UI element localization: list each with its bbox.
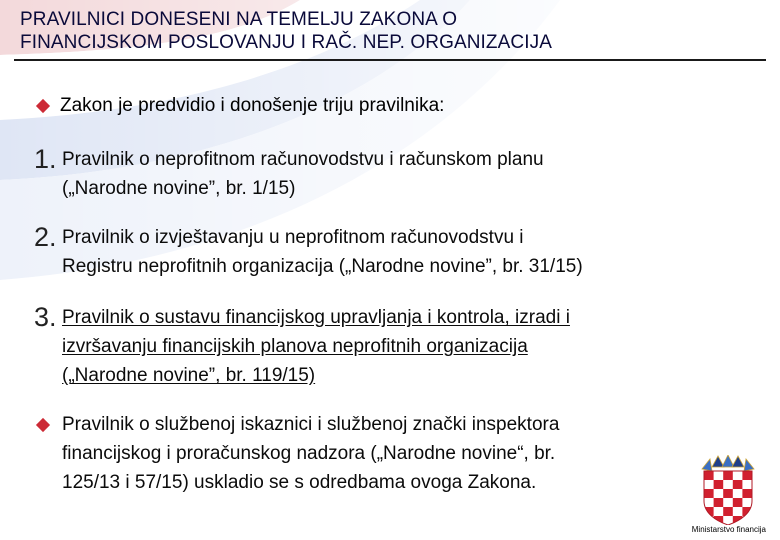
closing-text — [62, 410, 559, 497]
item-3-text — [62, 303, 570, 390]
item-1-line-2: („Narodne novine”, br. 1/15) — [62, 178, 296, 199]
title-divider — [14, 59, 766, 61]
item-3-number: 3. — [34, 302, 57, 332]
item-1-line-1: Pravilnik o neprofitnom računovodstvu i računskom planu — [62, 149, 544, 170]
item-3-line-2: izvršavanju financijskih planova neprofitnih organizacija — [62, 336, 528, 357]
closing-line-3: 125/13 i 57/15) uskladio se s odredbama ovoga Zakona. — [62, 472, 537, 493]
item-2-text — [62, 223, 583, 281]
item-3-line-1: Pravilnik o sustavu financijskog upravljanja i kontrola, izradi i — [62, 307, 570, 328]
item-1-text — [62, 145, 544, 203]
item-2-line-1: Pravilnik o izvještavanju u neprofitnom računovodstvu i — [62, 227, 524, 248]
item-2-line-2: Registru neprofitnih organizacija („Narodne novine”, br. 31/15) — [62, 256, 583, 277]
croatian-coat-of-arms-icon — [700, 455, 756, 525]
slide-title-line-1: PRAVILNICI DONESENI NA TEMELJU ZAKONA O — [20, 9, 458, 30]
item-2-number: 2. — [34, 222, 57, 252]
item-1-number: 1. — [34, 144, 57, 174]
slide-title — [20, 8, 760, 54]
closing-line-1: Pravilnik o službenoj iskaznici i službenoj znački inspektora — [62, 414, 560, 435]
ministry-footer: Ministarstvo financija — [691, 525, 766, 534]
slide-title-line-2: FINANCIJSKOM POSLOVANJU I RAČ. NEP. ORGANIZACIJA — [20, 32, 552, 53]
item-3-line-3: („Narodne novine”, br. 119/15) — [62, 365, 316, 386]
intro-text: Zakon je predvidio i donošenje triju pravilnika: — [60, 95, 445, 116]
closing-line-2: financijskog i proračunskog nadzora („Narodne novine“, br. — [62, 443, 556, 464]
